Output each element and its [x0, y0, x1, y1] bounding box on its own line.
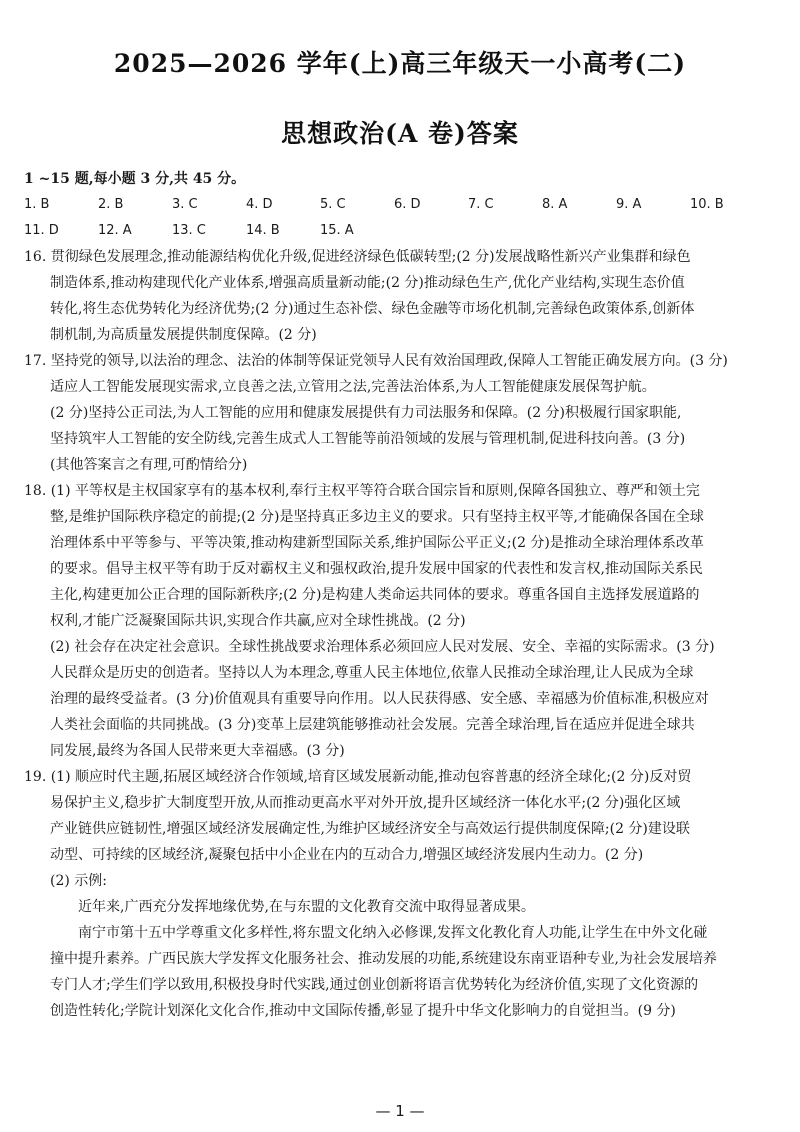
text-line: 治理的最终受益者。(3 分)价值观具有重要导向作用。以人民获得感、安全感、幸福感为价值标准,积极应对	[50, 691, 709, 707]
text-line: 治理体系中平等参与、平等决策,推动构建新型国际关系,维护国际公平正义;(2 分)是推动全球治理体系改革	[50, 535, 704, 551]
mc-answers-row-1	[24, 192, 780, 218]
mc-answer: 15. A	[320, 223, 354, 238]
text-line: 撞中提升素养。广西民族大学发挥文化服务社会、推动发展的功能,系统建设东南亚语种专业,为社会发展培养	[50, 951, 717, 967]
text-line: 的要求。倡导主权平等有助于反对霸权主义和强权政治,提升发展中国家的代表性和发言权,推动国际关系民	[50, 561, 703, 577]
question-16-answer	[24, 244, 780, 348]
mc-answer: 11. D	[24, 223, 59, 238]
text-line: 南宁市第十五中学尊重文化多样性,将东盟文化纳入必修课,发挥文化教化育人功能,让学生在中外文化碰	[78, 925, 708, 941]
text-line: 制造体系,推动构建现代化产业体系,增强高质量新动能;(2 分)推动绿色生产,优化产业结构,实现生态价值	[50, 275, 685, 291]
mc-answer: 1. B	[24, 197, 50, 212]
text-line: 18. (1) 平等权是主权国家享有的基本权利,奉行主权平等符合联合国宗旨和原则,保障各国独立、尊严和领土完	[24, 483, 700, 499]
text-line: 19. (1) 顺应时代主题,拓展区域经济合作领域,培育区域发展新动能,推动包容普惠的经济全球化;(2 分)反对贸	[24, 769, 692, 785]
text-line: 人民群众是历史的创造者。坚持以人为本理念,尊重人民主体地位,依靠人民推动全球治理,让人民成为全球	[50, 665, 694, 681]
text-line: 权利,才能广泛凝聚国际共识,实现合作共赢,应对全球性挑战。(2 分)	[50, 613, 466, 629]
mc-answer: 4. D	[246, 197, 273, 212]
question-17-answer	[24, 348, 780, 478]
text-line: 专门人才;学生们学以致用,积极投身时代实践,通过创业创新将语言优势转化为经济价值,实现了文化资源的	[50, 977, 699, 993]
mc-answer: 9. A	[616, 197, 642, 212]
text-line: (其他答案言之有理,可酌情给分)	[50, 457, 248, 473]
text-line: 人类社会面临的共同挑战。(3 分)变革上层建筑能够推动社会发展。完善全球治理,旨在适应并促进全球共	[50, 717, 695, 733]
exam-title: 2025—2026 学年(上)高三年级天一小高考(二)	[113, 49, 687, 78]
mc-answer: 3. C	[172, 197, 198, 212]
text-line: 制机制,为高质量发展提供制度保障。(2 分)	[50, 327, 317, 343]
text-line: 主化,构建更加公正合理的国际新秩序;(2 分)是构建人类命运共同体的要求。尊重各国自主选择发展道路的	[50, 587, 700, 603]
answer-content	[24, 166, 780, 1024]
mc-answer: 14. B	[246, 223, 280, 238]
text-line: 易保护主义,稳步扩大制度型开放,从而推动更高水平对外开放,提升区域经济一体化水平;(2 分)强化区域	[50, 795, 681, 811]
text-line: 近年来,广西充分发挥地缘优势,在与东盟的文化教育交流中取得显著成果。	[78, 899, 535, 915]
mc-intro: 1 ~15 题,每小题 3 分,共 45 分。	[24, 171, 246, 187]
text-line: 转化,将生态优势转化为经济优势;(2 分)通过生态补偿、绿色金融等市场化机制,完善绿色政策体系,创新体	[50, 301, 695, 317]
text-line: (2) 示例:	[50, 873, 107, 889]
text-line: 同发展,最终为各国人民带来更大幸福感。(3 分)	[50, 743, 345, 759]
text-line: 整,是维护国际秩序稳定的前提;(2 分)是坚持真正多边主义的要求。只有坚持主权平等,才能确保各国在全球	[50, 509, 704, 525]
text-line: 动型、可持续的区域经济,凝聚包括中小企业在内的互动合力,增强区域经济发展内生动力。(2 分)	[50, 847, 644, 863]
text-line: 适应人工智能发展现实需求,立良善之法,立管用之法,完善法治体系,为人工智能健康发展保驾护航。	[50, 379, 656, 395]
mc-answer: 12. A	[98, 223, 132, 238]
question-18-answer	[24, 478, 780, 764]
mc-answer: 2. B	[98, 197, 124, 212]
mc-answer: 8. A	[542, 197, 568, 212]
mc-answer: 10. B	[690, 197, 724, 212]
mc-answers-row-2	[24, 218, 780, 244]
mc-answer: 7. C	[468, 197, 494, 212]
text-line: 17. 坚持党的领导,以法治的理念、法治的体制等保证党领导人民有效治国理政,保障人工智能正确发展方向。(3 分)	[24, 353, 728, 369]
text-line: (2) 社会存在决定社会意识。全球性挑战要求治理体系必须回应人民对发展、安全、幸福的实际需求。(3 分)	[50, 639, 715, 655]
mc-answer: 13. C	[172, 223, 206, 238]
question-19-answer	[24, 764, 780, 1024]
answer-subtitle: 思想政治(A 卷)答案	[281, 119, 519, 148]
text-line: 16. 贯彻绿色发展理念,推动能源结构优化升级,促进经济绿色低碳转型;(2 分)发展战略性新兴产业集群和绿色	[24, 249, 691, 265]
text-line: 创造性转化;学院计划深化文化合作,推动中文国际传播,彰显了提升中华文化影响力的自觉担当。(9 分)	[50, 1003, 676, 1019]
mc-answer: 6. D	[394, 197, 421, 212]
text-line: 产业链供应链韧性,增强区域经济发展确定性,为维护区域经济安全与高效运行提供制度保障;(2 分)建设联	[50, 821, 690, 837]
page-number: — 1 —	[375, 1102, 425, 1120]
text-line: 坚持筑牢人工智能的安全防线,完善生成式人工智能等前沿领域的发展与管理机制,促进科技向善。(3 分)	[50, 431, 686, 447]
mc-answer: 5. C	[320, 197, 346, 212]
text-line: (2 分)坚持公正司法,为人工智能的应用和健康发展提供有力司法服务和保障。(2 分)积极履行国家职能,	[50, 405, 682, 421]
